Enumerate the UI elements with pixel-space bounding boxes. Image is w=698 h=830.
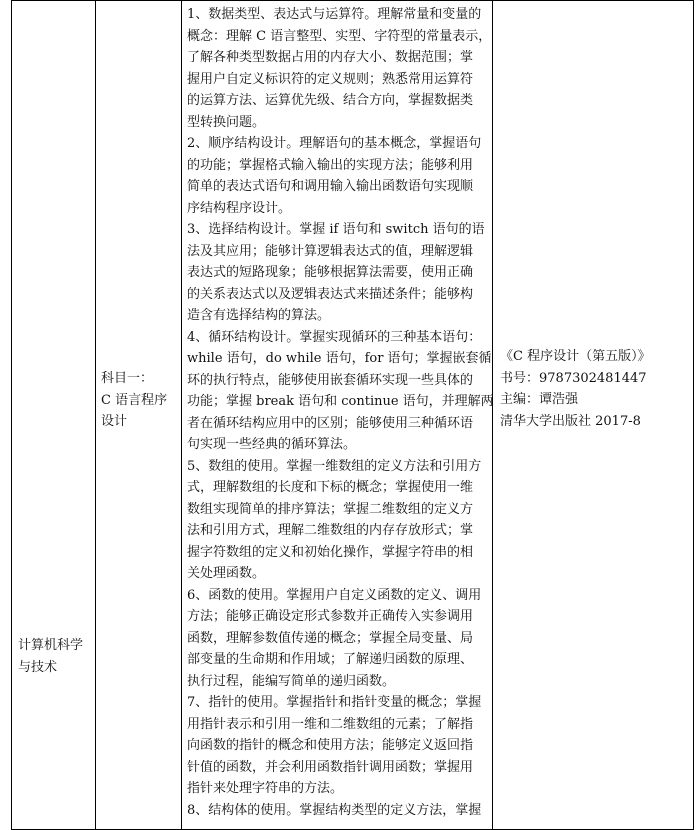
subject-line: 设计 <box>101 414 128 429</box>
content-item-sequential <box>187 133 485 219</box>
book-isbn: 书号：9787302481447 <box>500 370 647 386</box>
book-editor: 主编：谭浩强 <box>500 392 579 407</box>
content-line: 握用户自定义标识符的定义规则；熟悉常用运算符 <box>187 71 474 87</box>
content-line: while 语句，do while 语句，for 语句；掌握嵌套循 <box>187 351 492 366</box>
content-line: 型转换问题。 <box>187 114 266 130</box>
content-item-structs <box>187 800 485 822</box>
content-line: 者在循环结构应用中的区别；能够使用三种循环语 <box>187 415 474 431</box>
content-line: 的运算方法、运算优先级、结合方向，掌握数据类 <box>187 93 474 108</box>
content-line: 句实现一些经典的循环算法。 <box>187 437 357 452</box>
major-line: 计算机科学 <box>18 638 84 653</box>
content-line: 3、选择结构设计。掌握 if 语句和 switch 语句的语 <box>187 222 485 237</box>
content-line: 6、函数的使用。掌握用户自定义函数的定义、调用 <box>187 587 482 603</box>
content-line: 8、结构体的使用。掌握结构类型的定义方法，掌握 <box>187 802 482 818</box>
content-line: 部变量的生命期和作用域；了解递归函数的原理、 <box>187 652 474 667</box>
content-line: 数组实现简单的排序算法；掌握二维数组的定义方 <box>187 501 474 517</box>
content-item-selection <box>187 219 485 327</box>
content-line: 函数，理解参数值传递的概念；掌握全局变量、局 <box>187 630 474 646</box>
subject-name <box>101 368 179 433</box>
major-name <box>18 635 92 678</box>
content-item-loops <box>187 327 494 456</box>
content-line: 了解各种类型数据占用的内存大小、数据范围；掌 <box>187 50 474 65</box>
book-title: 《C 程序设计（第五版）》 <box>500 349 651 364</box>
content-line: 5、数组的使用。掌握一维数组的定义方法和引用方 <box>187 458 482 474</box>
major-line: 与技术 <box>18 659 58 675</box>
exam-content <box>187 4 494 821</box>
content-item-data-types <box>187 4 492 133</box>
reference-book <box>500 346 690 432</box>
content-line: 执行过程，能编写简单的递归函数。 <box>187 673 396 689</box>
content-line: 法和引用方式，理解二维数组的内存存放形式；掌 <box>187 523 474 538</box>
content-line: 针值的函数，并会利用函数指针调用函数；掌握用 <box>187 759 474 775</box>
major-cell <box>12 1 96 830</box>
content-line: 握字符数组的定义和初始化操作，掌握字符串的相 <box>187 544 474 560</box>
content-line: 造含有选择结构的算法。 <box>187 308 331 323</box>
content-line: 简单的表达式语句和调用输入输出函数语句实现顺 <box>187 179 474 194</box>
content-line: 式，理解数组的长度和下标的概念；掌握使用一维 <box>187 480 474 495</box>
book-publisher: 清华大学出版社 2017-8 <box>500 413 641 429</box>
content-item-arrays <box>187 456 485 585</box>
content-line: 指针来处理字符串的方法。 <box>187 781 344 796</box>
content-line: 用指针表示和引用一维和二维数组的元素；了解指 <box>187 716 474 732</box>
content-line: 概念：理解 C 语言整型、实型、字符型的常量表示， <box>187 28 492 44</box>
content-line: 关处理函数。 <box>187 566 266 581</box>
content-line: 向函数的指针的概念和使用方法；能够定义返回指 <box>187 738 474 753</box>
content-line: 1、数据类型、表达式与运算符。理解常量和变量的 <box>187 7 482 22</box>
content-line: 表达式的短路现象；能够根据算法需要，使用正确 <box>187 265 474 280</box>
content-item-functions <box>187 585 485 693</box>
content-item-pointers <box>187 692 485 800</box>
content-line: 环的执行特点，能够使用嵌套循环实现一些具体的 <box>187 372 474 388</box>
subject-line: 科目一： <box>101 371 154 386</box>
content-line: 方法；能够正确设定形式参数并正确传入实参调用 <box>187 609 474 624</box>
content-line: 功能；掌握 break 语句和 continue 语句，并理解两 <box>187 394 494 409</box>
content-line: 4、循环结构设计。掌握实现循环的三种基本语句： <box>187 329 482 345</box>
content-line: 的功能；掌握格式输入输出的实现方法；能够利用 <box>187 157 474 173</box>
content-line: 序结构程序设计。 <box>187 200 292 216</box>
subject-line: C 语言程序 <box>101 392 168 408</box>
content-line: 的关系表达式以及逻辑表达式来描述条件；能够构 <box>187 286 474 302</box>
content-line: 2、顺序结构设计。理解语句的基本概念，掌握语句 <box>187 136 482 151</box>
content-line: 法及其应用；能够计算逻辑表达式的值，理解逻辑 <box>187 243 474 259</box>
content-line: 7、指针的使用。掌握指针和指针变量的概念；掌握 <box>187 695 482 710</box>
